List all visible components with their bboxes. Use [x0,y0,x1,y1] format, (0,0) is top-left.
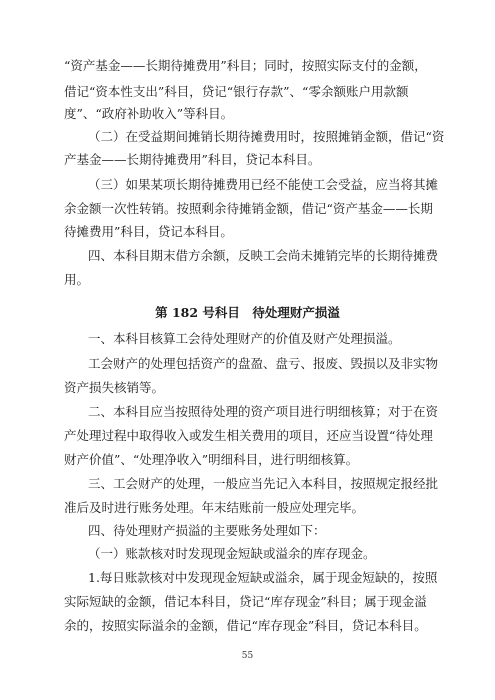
text-line: 资产损失核销等。 [64,380,165,395]
text-line: （二）在受益期间摊销长期待摊费用时，按照摊销金额，借记“资 [88,129,445,144]
text-line: 二、本科目应当按照待处理的资产项目进行明细核算；对于在资 [88,404,439,419]
text-line: 产处理过程中取得收入或发生相关费用的项目，还应当设置“待处理 [64,428,433,443]
text-line: 余金额一次性转销。按照剩余待摊销金额，借记“资产基金——长期 [64,201,433,216]
text-line: 1.每日账款核对中发现现金短缺或溢余，属于现金短缺的，按照 [88,570,438,585]
text-line: 准后及时进行账务处理。年末结账前一般应处理完毕。 [64,500,365,515]
section-title: 第 182 号科目 待处理财产损溢 [155,305,340,320]
page-number: 55 [241,651,254,661]
text-line: 四、待处理财产损溢的主要账务处理如下： [88,523,326,538]
text-line: 实际短缺的金额，借记本科目，贷记“库存现金”科目；属于现金溢 [64,594,427,609]
text-line: （三）如果某项长期待摊费用已经不能使工会受益，应当将其摊 [88,177,439,192]
text-line: 财产价值”、“处理净收入”明细科目，进行明细核算。 [64,452,359,467]
text-line: 三、工会财产的处理，一般应当先记入本科目，按照规定报经批 [88,476,439,491]
text-line: 度”、“政府补助收入”等科目。 [64,106,234,121]
text-line: 借记“资本性支出”科目，贷记“银行存款”、“零余额账户用款额 [64,84,409,99]
text-line: 用。 [64,272,90,287]
text-line: 工会财产的处理包括资产的盘盈、盘亏、报废、毁损以及非实物 [88,356,439,371]
text-line: 产基金——长期待摊费用”科目，贷记本科目。 [64,152,321,167]
text-line: （一）账款核对时发现现金短缺或溢余的库存现金。 [88,546,376,561]
text-line: 待摊费用”科目，贷记本科目。 [64,224,233,239]
text-line: 四、本科目期末借方余额，反映工会尚未摊销完毕的长期待摊费 [88,248,439,263]
text-line: “资产基金——长期待摊费用”科目；同时，按照实际支付的金额， [64,58,427,73]
text-line: 余的，按照实际溢余的金额，借记“库存现金”科目，贷记本科目。 [64,618,427,633]
text-line: 一、本科目核算工会待处理财产的价值及财产处理损溢。 [88,331,401,346]
